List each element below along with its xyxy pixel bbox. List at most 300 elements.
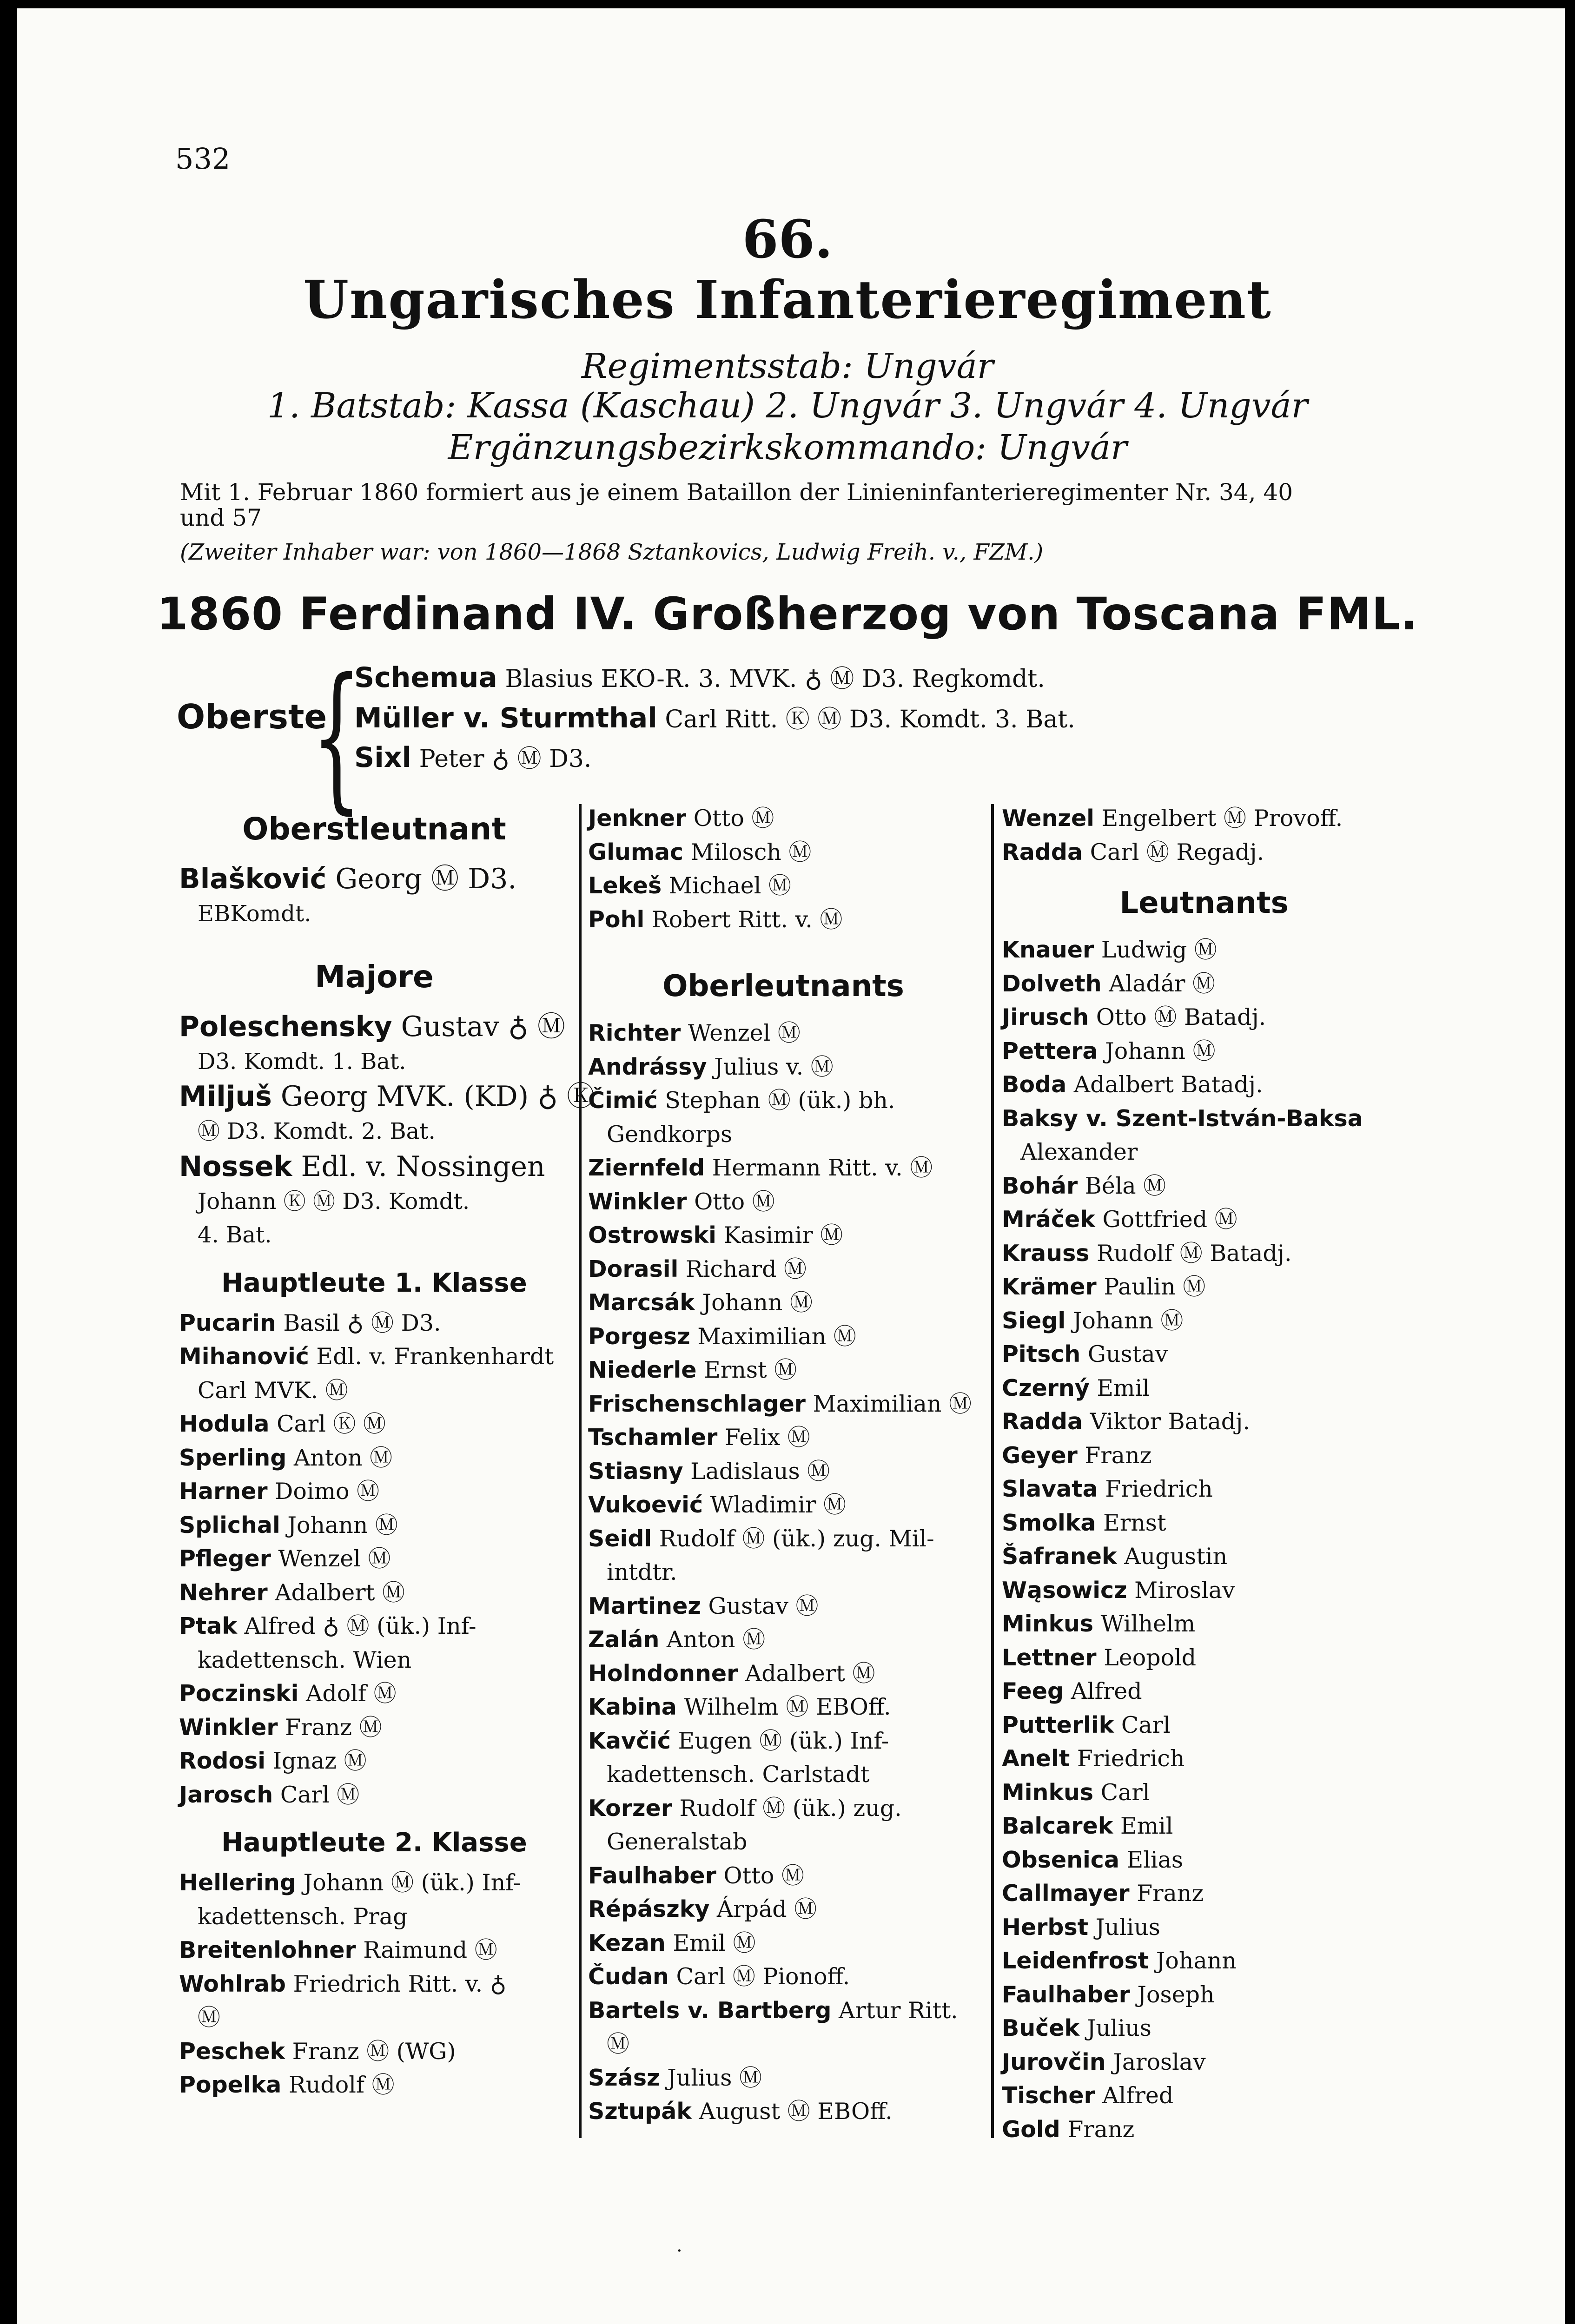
inhaber-heading: 1860 Ferdinand IV. Großherzog von Toscana FML. [157, 588, 1418, 640]
officer-details: Engelbert Ⓜ Provoff. [1101, 805, 1343, 832]
entry-continuation: D3. Komdt. 1. Bat. [198, 1048, 406, 1075]
officer-details: Carl Ⓚ Ⓜ [277, 1411, 386, 1437]
roster-entry [179, 1149, 569, 1185]
officer-details: Otto Ⓜ [694, 1188, 775, 1215]
roster-entry [179, 1711, 569, 1745]
entry-continuation: Ⓜ [607, 2031, 630, 2057]
officer-details: Julius v. Ⓜ [714, 1053, 834, 1080]
oberst-entry [354, 659, 1045, 694]
regiment-title: Ungarisches Infanterieregiment [303, 270, 1272, 330]
officer-details: Augustin [1124, 1543, 1228, 1570]
roster-entry [1002, 1472, 1406, 1506]
officer-details: Milosch Ⓜ [690, 838, 812, 865]
oberstleutnant-heading: Oberstleutnant [242, 811, 506, 847]
roster-entry [588, 1185, 979, 1219]
roster-entry [1002, 1675, 1406, 1709]
officer-details: Basil ♁ Ⓜ D3. [283, 1309, 441, 1336]
roster-entry [179, 1307, 569, 1340]
hauptleute2-heading: Hauptleute 2. Klasse [221, 1828, 527, 1858]
roster-entry [588, 1017, 979, 1050]
officer-details: Hermann Ritt. v. Ⓜ [712, 1155, 933, 1181]
officer-details: Gustav Ⓜ [708, 1592, 819, 1619]
roster-entry [1002, 1068, 1406, 1102]
oberste-label: Oberste [177, 697, 327, 736]
officer-details: Robert Ritt. v. Ⓜ [651, 906, 843, 933]
officer-surname: Holndonner [588, 1660, 738, 1687]
officer-surname: Glumac [588, 838, 684, 865]
officer-surname: Rodosi [179, 1748, 266, 1774]
officer-surname: Blašković [179, 863, 327, 895]
roster-entry [1002, 836, 1406, 870]
officer-details: Johann Ⓜ [287, 1512, 398, 1538]
oberleutnants-top-list [588, 802, 979, 937]
oberleutnants-list [588, 1017, 979, 2129]
officer-surname: Jurovčin [1002, 2048, 1106, 2075]
officer-surname: Hodula [179, 1411, 270, 1437]
roster-entry [588, 1151, 979, 1185]
regimentsstab-line: Regimentsstab: Ungvár [581, 346, 994, 386]
roster-entry [588, 1792, 979, 1826]
officer-details: Anton Ⓜ [666, 1626, 766, 1653]
officer-surname: Niederle [588, 1357, 697, 1383]
roster-entry [588, 1724, 979, 1758]
roster-entry [1002, 1607, 1406, 1641]
officer-surname: Répászky [588, 1896, 710, 1922]
officer-details: Julius [1086, 2015, 1151, 2041]
officer-surname: Knauer [1002, 937, 1094, 963]
second-owner-note: (Zweiter Inhaber war: von 1860—1868 Sztankovics, Ludwig Freih. v., FZM.) [180, 539, 1044, 565]
roster-entry [588, 1320, 979, 1354]
officer-details: Ignaz Ⓜ [272, 1748, 367, 1774]
officer-surname: Breitenlohner [179, 1937, 356, 1963]
roster-entry [588, 1859, 979, 1893]
officer-surname: Vukoević [588, 1492, 703, 1518]
officer-surname: Tschamler [588, 1424, 718, 1451]
roster-entry [1002, 1506, 1406, 1540]
officer-surname: Pohl [588, 906, 645, 933]
roster-entry [1002, 1843, 1406, 1877]
officer-surname: Putterlik [1002, 1711, 1114, 1738]
roster-entry [588, 1050, 979, 1084]
majore-list [179, 1009, 595, 1252]
roster-entry [179, 1340, 569, 1374]
officer-details: Emil [1120, 1813, 1173, 1839]
roster-entry [588, 1657, 979, 1691]
officer-surname: Minkus [1002, 1779, 1094, 1806]
officer-surname: Harner [179, 1478, 268, 1505]
officer-surname: Andrássy [588, 1053, 707, 1080]
officer-details: Wilhelm Ⓜ EBOff. [684, 1694, 891, 1720]
officer-surname: Frischenschlager [588, 1390, 806, 1417]
officer-details: Julius Ⓜ [667, 2064, 762, 2091]
column-1 [179, 802, 595, 2102]
roster-entry [588, 1623, 979, 1657]
roster-entry [179, 1610, 569, 1644]
formation-note-cont: und 57 [180, 504, 262, 531]
officer-surname: Porgesz [588, 1323, 690, 1350]
roster-entry [1002, 1405, 1406, 1439]
officer-details: Maximilian Ⓜ [697, 1323, 856, 1350]
roster-entry [588, 1690, 979, 1724]
officer-details: Johann Ⓜ [1072, 1307, 1184, 1334]
officer-surname: Gold [1002, 2116, 1060, 2143]
oberstleutnant-list [179, 861, 569, 931]
officer-surname: Faulhaber [588, 1862, 716, 1889]
entry-continuation: Gendkorps [607, 1121, 733, 1148]
officer-details: Elias [1126, 1846, 1183, 1873]
officer-surname: Splichal [179, 1512, 280, 1538]
officer-surname: Radda [1002, 838, 1083, 865]
officer-surname: Buček [1002, 2015, 1080, 2041]
officer-details: Franz [1085, 1442, 1152, 1469]
officer-details: Ludwig Ⓜ [1101, 937, 1217, 963]
officer-details: Miroslav [1134, 1577, 1235, 1604]
officer-surname: Lettner [1002, 1644, 1097, 1671]
officer-surname: Balcarek [1002, 1813, 1113, 1839]
officer-surname: Callmayer [1002, 1880, 1130, 1907]
hauptleute1-list [179, 1307, 569, 1812]
officer-details: Aladár Ⓜ [1109, 970, 1216, 997]
leutnants-top-list [1002, 802, 1406, 869]
officer-details: Wilhelm [1100, 1611, 1196, 1637]
officer-surname: Boda [1002, 1071, 1067, 1098]
officer-surname: Faulhaber [1002, 1981, 1130, 2008]
officer-surname: Minkus [1002, 1611, 1094, 1637]
officer-details: Adalbert Batadj. [1073, 1071, 1263, 1098]
officer-details: Kasimir Ⓜ [723, 1222, 843, 1248]
officer-surname: Geyer [1002, 1442, 1078, 1469]
entry-continuation: Johann Ⓚ Ⓜ D3. Komdt. [198, 1188, 470, 1215]
column-3 [1002, 802, 1406, 2146]
roster-entry [1002, 1102, 1406, 1136]
entry-continuation: Alexander [1020, 1139, 1138, 1165]
officer-details: Franz [1137, 1880, 1204, 1907]
roster-entry [179, 1509, 569, 1543]
officer-details: Edl. v. Nossingen [301, 1150, 545, 1183]
roster-entry [179, 1967, 569, 2001]
officer-surname: Leidenfrost [1002, 1948, 1149, 1974]
officer-details: Maximilian Ⓜ [813, 1390, 972, 1417]
officer-surname: Ptak [179, 1613, 237, 1639]
officer-details: Franz Ⓜ (WG) [292, 2038, 456, 2065]
officer-surname: Kezan [588, 1929, 666, 1956]
oberst-details: Blasius EKO-R. 3. MVK. ♁ Ⓜ D3. Regkomdt. [505, 665, 1045, 693]
officer-surname: Mráček [1002, 1206, 1095, 1233]
officer-details: Ladislaus Ⓜ [690, 1458, 830, 1485]
roster-entry [588, 1286, 979, 1320]
officer-details: Raimund Ⓜ [363, 1937, 497, 1963]
roster-entry [179, 1778, 569, 1812]
roster-entry [588, 802, 979, 836]
officer-details: Carl Ⓜ [280, 1781, 360, 1808]
officer-details: Gustav ♁ Ⓜ [401, 1010, 565, 1043]
roster-entry [179, 1009, 569, 1045]
roster-entry [179, 1744, 569, 1778]
officer-surname: Martinez [588, 1592, 701, 1619]
roster-entry [179, 1441, 569, 1475]
officer-surname: Dolveth [1002, 970, 1102, 997]
officer-surname: Miljuš [179, 1080, 272, 1113]
officer-surname: Winkler [179, 1714, 278, 1741]
roster-entry [588, 2095, 979, 2129]
officer-details: Doimo Ⓜ [275, 1478, 380, 1505]
officer-surname: Jarosch [179, 1781, 273, 1808]
roster-entry [179, 1866, 569, 1900]
officer-surname: Čudan [588, 1963, 669, 1990]
entry-continuation: Generalstab [607, 1829, 748, 1855]
officer-details: Wenzel Ⓜ [688, 1020, 801, 1046]
officer-surname: Hellering [179, 1869, 296, 1896]
officer-surname: Mihanović [179, 1343, 309, 1370]
roster-entry [1002, 2046, 1406, 2080]
oberst-entry [354, 700, 1075, 734]
roster-entry [588, 1927, 979, 1961]
roster-entry [1002, 1270, 1406, 1304]
roster-entry [588, 1590, 979, 1624]
roster-entry [179, 1475, 569, 1509]
entry-continuation: kadettensch. Carlstadt [607, 1761, 870, 1788]
roster-entry [1002, 933, 1406, 967]
officer-details: Friedrich [1077, 1745, 1185, 1772]
roster-entry [588, 1994, 979, 2028]
officer-details: Gottfried Ⓜ [1102, 1206, 1238, 1233]
officer-surname: Winkler [588, 1188, 687, 1215]
officer-surname: Pucarin [179, 1309, 276, 1336]
officer-surname: Kabina [588, 1694, 677, 1720]
roster-entry [1002, 1439, 1406, 1473]
officer-details: Rudolf Ⓜ [288, 2072, 395, 2098]
entry-continuation: EBKomdt. [198, 901, 311, 927]
officer-details: Julius [1095, 1914, 1160, 1941]
officer-surname: Ziernfeld [588, 1155, 705, 1181]
roster-entry [1002, 1742, 1406, 1776]
officer-details: Carl [1121, 1711, 1171, 1738]
officer-details: Franz [1067, 2116, 1135, 2143]
officer-surname: Jirusch [1002, 1004, 1089, 1030]
roster-entry [588, 1421, 979, 1455]
hauptleute2-list [179, 1866, 569, 2102]
hauptleute1-heading: Hauptleute 1. Klasse [221, 1268, 527, 1298]
roster-entry [1002, 1035, 1406, 1069]
officer-surname: Wenzel [1002, 805, 1094, 832]
officer-surname: Stiasny [588, 1458, 683, 1485]
stray-mark: · [676, 2240, 682, 2262]
oberst-details: Peter ♁ Ⓜ D3. [419, 745, 592, 773]
roster-entry [1002, 1709, 1406, 1743]
formation-note: Mit 1. Februar 1860 formiert aus je einem Bataillon der Linieninfanterieregimenter Nr. 34, 40 [180, 479, 1293, 506]
entry-continuation: 4. Bat. [198, 1222, 272, 1248]
officer-surname: Siegl [1002, 1307, 1066, 1334]
officer-surname: Feeg [1002, 1678, 1064, 1704]
roster-entry [588, 1253, 979, 1287]
roster-entry [179, 2035, 569, 2069]
roster-entry [1002, 2079, 1406, 2113]
officer-details: Carl [1100, 1779, 1150, 1806]
officer-surname: Smolka [1002, 1509, 1096, 1536]
officer-details: Felix Ⓜ [724, 1424, 810, 1451]
officer-surname: Zalán [588, 1626, 660, 1653]
officer-surname: Nossek [179, 1150, 292, 1183]
roster-entry [588, 1455, 979, 1489]
officer-details: Richard Ⓜ [685, 1255, 807, 1282]
officer-surname: Popelka [179, 2072, 282, 2098]
officer-details: Johann Ⓜ [702, 1289, 813, 1316]
officer-surname: Ostrowski [588, 1222, 716, 1248]
roster-entry [1002, 1574, 1406, 1608]
roster-entry [179, 1407, 569, 1441]
officer-details: Adalbert Ⓜ [275, 1579, 405, 1606]
roster-entry [1002, 1338, 1406, 1372]
officer-surname: Tischer [1002, 2082, 1095, 2109]
officer-surname: Korzer [588, 1795, 672, 1822]
officer-surname: Bartels v. Bartberg [588, 1997, 832, 2024]
officer-details: Edl. v. Frankenhardt [316, 1343, 554, 1370]
officer-details: August Ⓜ EBOff. [699, 2098, 893, 2125]
oberst-details: Carl Ritt. Ⓚ Ⓜ D3. Komdt. 3. Bat. [665, 706, 1075, 733]
roster-entry [588, 1353, 979, 1387]
officer-surname: Szász [588, 2064, 660, 2091]
roster-entry [1002, 2113, 1406, 2147]
roster-entry [588, 1960, 979, 1994]
officer-surname: Lekeš [588, 872, 662, 899]
officer-details: Michael Ⓜ [668, 872, 792, 899]
regiment-number: 66. [742, 209, 833, 270]
officer-details: Rudolf Ⓜ (ük.) zug. Mil- [659, 1525, 934, 1552]
column-divider-1 [579, 804, 582, 2138]
officer-details: Eugen Ⓜ (ük.) Inf- [678, 1727, 889, 1754]
officer-surname: Pettera [1002, 1037, 1098, 1064]
officer-surname: Peschek [179, 2038, 285, 2065]
officer-details: Emil [1097, 1374, 1150, 1401]
roster-entry [179, 1078, 595, 1115]
roster-entry [588, 1522, 979, 1556]
entry-continuation: intdtr. [607, 1559, 677, 1585]
officer-surname: Marcsák [588, 1289, 695, 1316]
officer-details: Carl Ⓜ Regadj. [1090, 838, 1264, 865]
officer-surname: Richter [588, 1020, 681, 1046]
officer-details: Georg MVK. (KD) ♁ Ⓚ [280, 1080, 595, 1113]
roster-entry [179, 1677, 569, 1711]
officer-details: Gustav [1087, 1341, 1168, 1367]
officer-details: Alfred ♁ Ⓜ (ük.) Inf- [244, 1613, 476, 1639]
roster-entry [1002, 1169, 1406, 1203]
officer-surname: Sperling [179, 1444, 287, 1471]
officer-surname: Kavčić [588, 1727, 671, 1754]
officer-details: Georg Ⓜ D3. [335, 863, 517, 895]
entry-continuation: kadettensch. Prag [198, 1903, 408, 1930]
officer-details: Adolf Ⓜ [305, 1680, 397, 1707]
officer-details: Béla Ⓜ [1085, 1172, 1166, 1199]
officer-surname: Poleschensky [179, 1010, 392, 1043]
officer-surname: Bohár [1002, 1172, 1078, 1199]
officer-details: Emil Ⓜ [673, 1929, 756, 1956]
officer-details: Johann [1156, 1948, 1237, 1974]
roster-entry [588, 2061, 979, 2095]
officer-surname: Czerný [1002, 1374, 1090, 1401]
roster-entry [1002, 1641, 1406, 1675]
officer-details: Friedrich Ritt. v. ♁ [293, 1970, 507, 1997]
officer-details: Ernst Ⓜ [704, 1357, 797, 1383]
officer-surname: Radda [1002, 1408, 1083, 1435]
officer-details: Wladimir Ⓜ [710, 1492, 847, 1518]
leutnants-heading: Leutnants [1119, 886, 1289, 920]
roster-entry [1002, 1978, 1406, 2012]
roster-entry [588, 869, 979, 903]
entry-continuation: kadettensch. Wien [198, 1646, 412, 1673]
officer-surname: Wąsowicz [1002, 1577, 1127, 1604]
officer-surname: Krauss [1002, 1240, 1090, 1267]
oberst-surname: Sixl [354, 741, 412, 774]
officer-details: Viktor Batadj. [1090, 1408, 1250, 1435]
roster-entry [588, 1084, 979, 1118]
officer-surname: Herbst [1002, 1914, 1089, 1941]
officer-details: Johann Ⓜ (ük.) Inf- [303, 1869, 521, 1896]
officer-details: Johann Ⓜ [1105, 1037, 1216, 1064]
officer-details: Jaroslav [1113, 2048, 1206, 2075]
entry-continuation: Ⓜ D3. Komdt. 2. Bat. [198, 1118, 436, 1144]
officer-details: Stephan Ⓜ (ük.) bh. [665, 1087, 895, 1114]
officer-surname: Sztupák [588, 2098, 692, 2125]
officer-surname: Pfleger [179, 1545, 271, 1572]
roster-entry [179, 861, 569, 897]
ergaenzung-line: Ergänzungsbezirkskommando: Ungvár [448, 428, 1127, 468]
roster-entry [588, 1387, 979, 1421]
roster-entry [179, 1542, 569, 1576]
roster-entry [1002, 1877, 1406, 1911]
roster-entry [1002, 967, 1406, 1001]
roster-entry [1002, 1540, 1406, 1574]
officer-details: Artur Ritt. [839, 1997, 958, 2024]
roster-entry [1002, 1372, 1406, 1406]
roster-entry [1002, 1203, 1406, 1237]
column-divider-2 [991, 804, 994, 2138]
majore-heading: Majore [315, 958, 434, 995]
officer-details: Adalbert Ⓜ [745, 1660, 875, 1687]
roster-entry [588, 903, 979, 937]
roster-entry [588, 1893, 979, 1927]
roster-entry [179, 2068, 569, 2102]
oberst-surname: Müller v. Sturmthal [354, 702, 657, 734]
officer-surname: Šafranek [1002, 1543, 1117, 1570]
officer-surname: Baksy v. Szent-István-Baksa [1002, 1105, 1363, 1132]
officer-details: Wenzel Ⓜ [278, 1545, 391, 1572]
officer-surname: Slavata [1002, 1476, 1098, 1502]
officer-details: Rudolf Ⓜ (ük.) zug. [679, 1795, 902, 1822]
roster-entry [588, 1488, 979, 1522]
page-number: 532 [175, 142, 231, 176]
officer-details: Leopold [1104, 1644, 1197, 1671]
officer-details: Árpád Ⓜ [716, 1896, 817, 1922]
oberleutnants-heading: Oberleutnants [662, 969, 904, 1004]
roster-entry [1002, 1809, 1406, 1843]
officer-details: Alfred [1071, 1678, 1142, 1704]
batstab-line: 1. Batstab: Kassa (Kaschau) 2. Ungvár 3. Ungvár 4. Ungvár [267, 386, 1308, 426]
officer-details: Alfred [1102, 2082, 1174, 2109]
roster-entry [588, 836, 979, 870]
officer-details: Rudolf Ⓜ Batadj. [1097, 1240, 1292, 1267]
roster-entry [179, 1576, 569, 1610]
roster-entry [1002, 1911, 1406, 1945]
officer-surname: Poczinski [179, 1680, 299, 1707]
officer-details: Franz Ⓜ [285, 1714, 382, 1741]
roster-entry [1002, 2012, 1406, 2046]
oberste-brace: { [311, 645, 362, 829]
leutnants-list [1002, 933, 1406, 2146]
officer-surname: Wohlrab [179, 1970, 286, 1997]
entry-continuation: Carl MVK. Ⓜ [198, 1377, 348, 1404]
officer-surname: Obsenica [1002, 1846, 1119, 1873]
roster-entry [1002, 1304, 1406, 1338]
